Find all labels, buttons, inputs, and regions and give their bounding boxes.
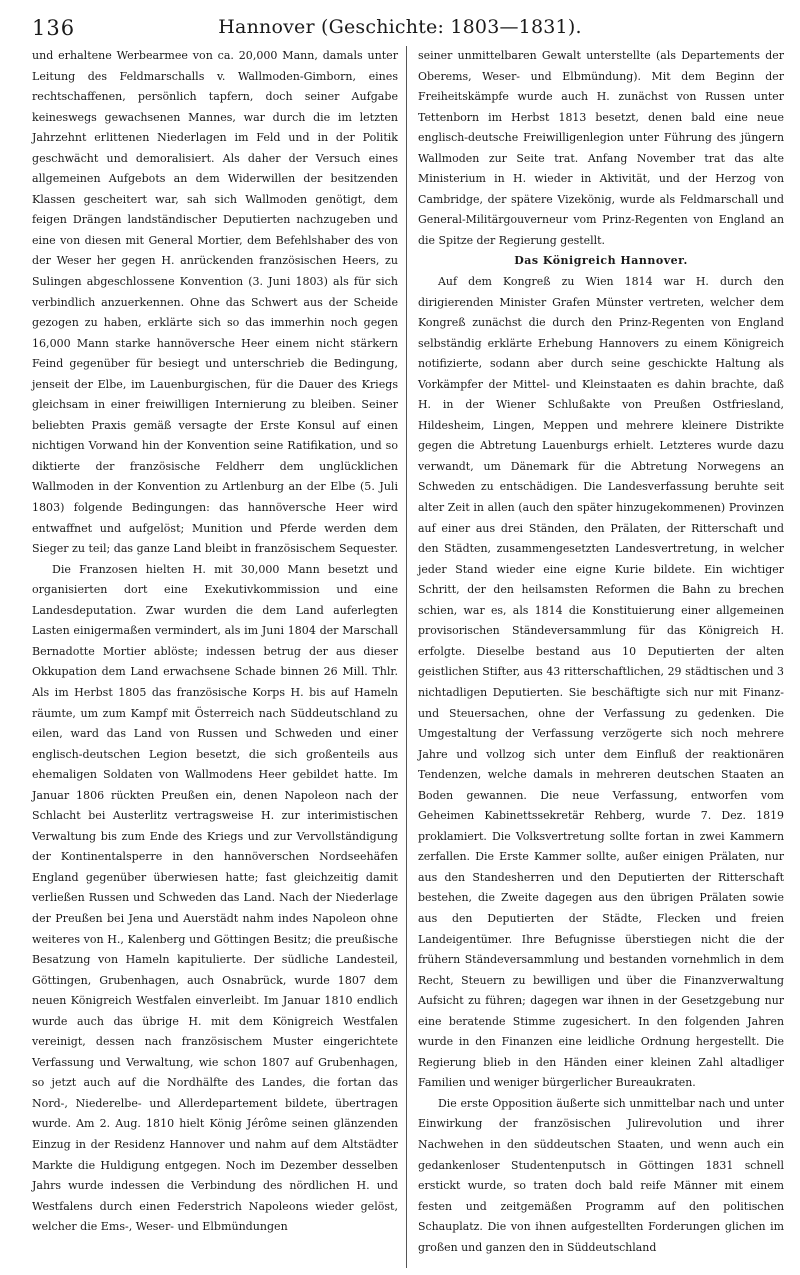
right-column [418,46,784,1258]
left-column [32,46,398,1238]
paragraph: Auf dem Kongreß zu Wien 1814 war H. durch den dirigierenden Minister Grafen Münster vertreten, welcher dem Kongreß zunächst die durch den Prinz-Regenten von England selbständig erklärte Erhebung Hannovers zu einem Königreich notifizierte, sodann aber durch seine geschickte Haltung als Vorkämpfer der Mittel- und Kleinstaaten es dahin brachte, daß H. in der Wiener Schlußakte von Preußen Ostfriesland, Hildesheim, Lingen, Meppen und mehrere kleinere Distrikte gegen die Abtretung Lauenburgs erhielt. Letzteres wurde dazu verwandt, um Dänemark für die Abtretung Norwegens an Schweden zu entschädigen. Die Landesverfassung beruhte seit alter Zeit in allen (auch den später hinzugekommenen) Provinzen auf einer aus drei Ständen, den Prälaten, der Ritterschaft und den Städten, zusammengesetzten Landesvertretung, in welcher jeder Stand wieder eine eigne Kurie bildete. Ein wichtiger Schritt, der den heilsamsten Reformen die Bahn zu brechen schien, war es, als 1814 die Konstituierung einer allgemeinen provisorischen Ständeversammlung für das Königreich H. erfolgte. Dieselbe bestand aus 10 Deputierten der alten geistlichen Stifter, aus 43 ritterschaftlichen, 29 städtischen und 3 nichtadligen Deputierten. Sie beschäftigte sich nur mit Finanz- und Steuersachen, ohne der Verfassung zu gedenken. Die Umgestaltung der Verfassung verzögerte sich noch mehrere Jahre und vollzog sich unter dem Einfluß der reaktionären Tendenzen, welche damals in mehreren deutschen Staaten an Boden gewannen. Die neue Verfassung, entworfen vom Geheimen Kabinettssekretär Rehberg, wurde 7. Dez. 1819 proklamiert. Die Volksvertretung sollte fortan in zwei Kammern zerfallen. Die Erste Kammer sollte, außer einigen Prälaten, nur aus den Standesherren und den Deputierten der Ritterschaft bestehen, die Zweite dagegen aus den übrigen Prälaten sowie aus den Deputierten der Städte, Flecken und freien Landeigentümer. Ihre Befugnisse überstiegen nicht die der frühern Ständeversammlung und bestanden vornehmlich in dem Recht, Steuern zu bewilligen und über die Finanzverwaltung Aufsicht zu führen; dagegen war ihnen in der Gesetzgebung nur eine beratende Stimme zugesichert. In den folgenden Jahren wurde in den Finanzen eine leidliche Ordnung hergestellt. Die Regierung blieb in den Händen einer kleinen Zahl altadliger Familien und weniger bürgerlicher Bureaukraten. [418,275,784,1090]
running-title: Hannover (Geschichte: 1803—1831). [218,16,582,38]
page-number: 136 [32,16,76,40]
page-header [32,14,768,44]
paragraph: seiner unmittelbaren Gewalt unterstellte (als Departements der Oberems, Weser- und Elbmündung). Mit dem Beginn der Freiheitskämpfe wurde auch H. zunächst von Russen unter Tettenborn im Herbst 1813 besetzt, denen bald eine neue englisch-deutsche Freiwilligenlegion unter Führung des jüngern Wallmoden zur Seite trat. Anfang November trat das alte Ministerium in H. wieder in Aktivität, und der Herzog von Cambridge, der spätere Vizekönig, wurde als Feldmarschall und General-Militärgouverneur vom Prinz-Regenten von England an die Spitze der Regierung gestellt. [418,49,784,247]
column-divider [406,46,407,1268]
section-heading: Das Königreich Hannover. [514,254,688,268]
paragraph: Die erste Opposition äußerte sich unmittelbar nach und unter Einwirkung der französischen Julirevolution und ihrer Nachwehen in den süddeutschen Staaten, und wenn auch ein gedankenloser Studentenputsch in Göttingen 1831 schnell erstickt wurde, so traten doch bald reife Männer mit einem festen und zeitgemäßen Programm auf den politischen Schauplatz. Die von ihnen aufgestellten Forderungen glichen im großen und ganzen den in Süddeutschland [418,1096,784,1254]
paragraph: Die Franzosen hielten H. mit 30,000 Mann besetzt und organisierten dort eine Exekutivkommission und eine Landesdeputation. Zwar wurden die dem Land auferlegten Lasten einigermaßen vermindert, als im Juni 1804 der Marschall Bernadotte Mortier ablöste; indessen betrug der aus dieser Okkupation dem Land erwachsene Schade binnen 26 Mill. Thlr. Als im Herbst 1805 das französische Korps H. bis auf Hameln räumte, um zum Kampf mit Österreich nach Süddeutschland zu eilen, ward das Land von Russen und Schweden und einer englisch-deutschen Legion besetzt, die sich großenteils aus ehemaligen Soldaten von Wallmodens Heer gebildet hatte. Im Januar 1806 rückten Preußen ein, denen Napoleon nach der Schlacht bei Austerlitz vertragsweise H. zur interimistischen Verwaltung bis zum Ende des Kriegs und zur Vervollständigung der Kontinentalsperre in den hannöverschen Nordseehäfen England gegenüber überwiesen hatte; fast gleichzeitig damit verließen Russen und Schweden das Land. Nach der Niederlage der Preußen bei Jena und Auerstädt nahm indes Napoleon ohne weiteres von H., Kalenberg und Göttingen Besitz; die preußische Besatzung von Hameln kapitulierte. Der südliche Landesteil, Göttingen, Grubenhagen, auch Osnabrück, wurde 1807 dem neuen Königreich Westfalen einverleibt. Im Januar 1810 endlich wurde auch das übrige H. mit dem Königreich Westfalen vereinigt, dessen nach französischem Muster eingerichtete Verfassung und Verwaltung, wie schon 1807 auf Grubenhagen, so jetzt auch auf die Nordhälfte des Landes, die fortan das Nord-, Niederelbe- und Allerdepartement bildete, übertragen wurde. Am 2. Aug. 1810 hielt König Jérôme seinen glänzenden Einzug in der Residenz Hannover und nahm auf dem Altstädter Markte die Huldigung entgegen. Noch im Dezember desselben Jahrs wurde indessen die Verbindung des nördlichen H. und Westfalens durch einen Federstrich Napoleons wieder gelöst, welcher die Ems-, Weser- und Elbmündungen [32,562,398,1234]
paragraph: und erhaltene Werbearmee von ca. 20,000 Mann, damals unter Leitung des Feldmarschalls v. Wallmoden-Gimborn, eines rechtschaffenen, persönlich tapfern, doch seiner Aufgabe keineswegs gewachsenen Mannes, war durch die im letzten Jahrzehnt erlittenen Niederlagen im Feld und in der Politik geschwächt und demoralisiert. Als daher der Versuch eines allgemeinen Aufgebots an dem Widerwillen der besitzenden Klassen gescheitert war, sah sich Wallmoden genötigt, dem feigen Drängen landständischer Deputierten nachzugeben und eine von diesen mit General Mortier, dem Befehlshaber des von der Weser her gegen H. anrückenden französischen Heers, zu Sulingen abgeschlossene Konvention (3. Juni 1803) als für sich verbindlich anzuerkennen. Ohne das Schwert aus der Scheide gezogen zu haben, erklärte sich so das immerhin noch gegen 16,000 Mann starke hannöversche Heer einem nicht stärkern Feind gegenüber für besiegt und unterschrieb die Bedingung, jenseit der Elbe, im Lauenburgischen, für die Dauer des Kriegs gleichsam in einer freiwilligen Internierung zu bleiben. Seiner beliebten Praxis gemäß versagte der Erste Konsul auf einen nichtigen Vorwand hin der Konvention seine Ratifikation, und so diktierte der französische Feldherr dem unglücklichen Wallmoden in der Konvention zu Artlenburg an der Elbe (5. Juli 1803) folgende Bedingungen: das hannöversche Heer wird entwaffnet und aufgelöst; Munition und Pferde werden dem Sieger zu teil; das ganze Land bleibt in französischem Sequester. [32,49,399,556]
